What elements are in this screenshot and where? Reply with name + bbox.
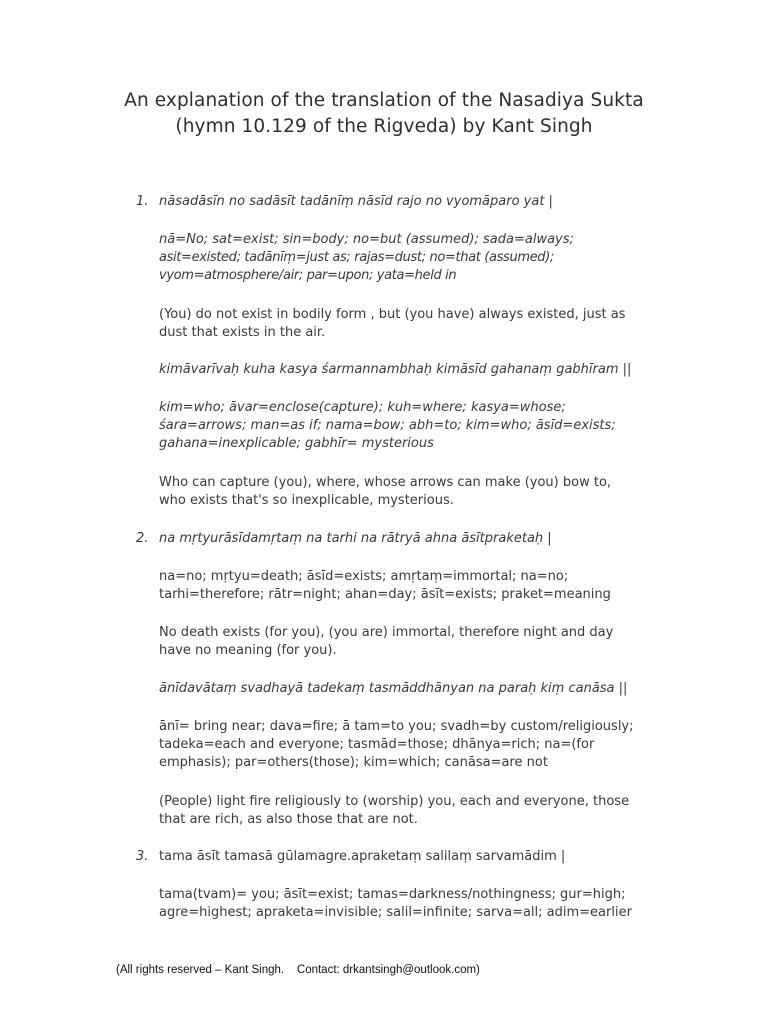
- gloss-line: na=no; mṛtyu=death; āsīd=exists; amṛtaṃ=immortal; na=no;: [159, 569, 569, 584]
- verse-sanskrit: [159, 530, 659, 548]
- gloss-line: gahana=inexplicable; gabhīr= mysterious: [159, 436, 434, 451]
- meaning-line: (People) light fire religiously to (worship) you, each and everyone, those: [159, 794, 630, 809]
- meaning-line: have no meaning (for you).: [159, 643, 337, 658]
- meaning-line: Who can capture (you), where, whose arrows can make (you) bow to,: [159, 475, 612, 490]
- copyright-footer: (All rights reserved – Kant Singh. Contact: drkantsingh@outlook.com): [116, 964, 480, 976]
- title-line-2: (hymn 10.129 of the Rigveda) by Kant Singh: [175, 116, 593, 137]
- sanskrit-line: kimāvarīvaḥ kuha kasya śarmannambhaḥ kimāsīd gahanaṃ gabhīram ||: [159, 362, 632, 377]
- meaning-line: No death exists (for you), (you are) immortal, therefore night and day: [159, 625, 614, 640]
- verse-number: 3.: [136, 849, 149, 864]
- gloss-line: asit=existed; tadānīṃ=just as; rajas=dust; no=that (assumed);: [159, 250, 554, 265]
- gloss-line: śara=arrows; man=as if; nama=bow; abh=to; kim=who; āsīd=exists;: [159, 418, 616, 433]
- verse-sanskrit: [159, 848, 659, 866]
- gloss-line: vyom=atmosphere/air; par=upon; yata=held in: [159, 268, 457, 283]
- verse-gloss: [159, 718, 659, 772]
- verse-meaning: [159, 624, 659, 660]
- sanskrit-line: na mṛtyurāsīdamṛtaṃ na tarhi na rātryā ahna āsītpraketaḥ |: [159, 531, 552, 546]
- gloss-line: emphasis); par=others(those); kim=which; canāsa=are not: [159, 755, 548, 770]
- verse-sanskrit: [159, 680, 659, 698]
- sanskrit-line: nāsadāsīn no sadāsīt tadānīṃ nāsīd rajo no vyomāparo yat |: [159, 194, 553, 209]
- meaning-line: dust that exists in the air.: [159, 325, 326, 340]
- verse-gloss: [159, 231, 659, 285]
- gloss-line: nā=No; sat=exist; sin=body; no=but (assumed); sada=always;: [159, 232, 574, 247]
- verse-sanskrit: [159, 361, 659, 379]
- verse-sanskrit: [159, 193, 659, 211]
- verse-gloss: [159, 568, 659, 604]
- verse-number: 1.: [136, 194, 149, 209]
- document-title: [0, 88, 768, 140]
- gloss-line: ānī= bring near; dava=fire; ā tam=to you; svadh=by custom/religiously;: [159, 719, 634, 734]
- gloss-line: kim=who; āvar=enclose(capture); kuh=where; kasya=whose;: [159, 400, 566, 415]
- gloss-line: tarhi=therefore; rātr=night; ahan=day; āsīt=exists; praket=meaning: [159, 587, 611, 602]
- meaning-line: that are rich, as also those that are not.: [159, 812, 418, 827]
- title-line-1: An explanation of the translation of the Nasadiya Sukta: [124, 90, 644, 111]
- verse-meaning: [159, 474, 659, 510]
- meaning-line: (You) do not exist in bodily form , but (you have) always existed, just as: [159, 307, 626, 322]
- meaning-line: who exists that's so inexplicable, mysterious.: [159, 493, 454, 508]
- verse-meaning: [159, 793, 659, 829]
- verse-gloss: [159, 399, 659, 453]
- gloss-line: tadeka=each and everyone; tasmād=those; dhānya=rich; na=(for: [159, 737, 595, 752]
- gloss-line: agre=highest; apraketa=invisible; salil=infinite; sarva=all; adim=earlier: [159, 905, 632, 920]
- verse-gloss: [159, 886, 659, 922]
- gloss-line: tama(tvam)= you; āsīt=exist; tamas=darkness/nothingness; gur=high;: [159, 887, 626, 902]
- verse-number: 2.: [136, 531, 149, 546]
- sanskrit-line: tama āsīt tamasā gūlamagre.apraketaṃ salilaṃ sarvamādim |: [159, 849, 566, 864]
- verse-meaning: [159, 306, 659, 342]
- sanskrit-line: ānīdavātaṃ svadhayā tadekaṃ tasmāddhānyan na paraḥ kiṃ canāsa ||: [159, 681, 628, 696]
